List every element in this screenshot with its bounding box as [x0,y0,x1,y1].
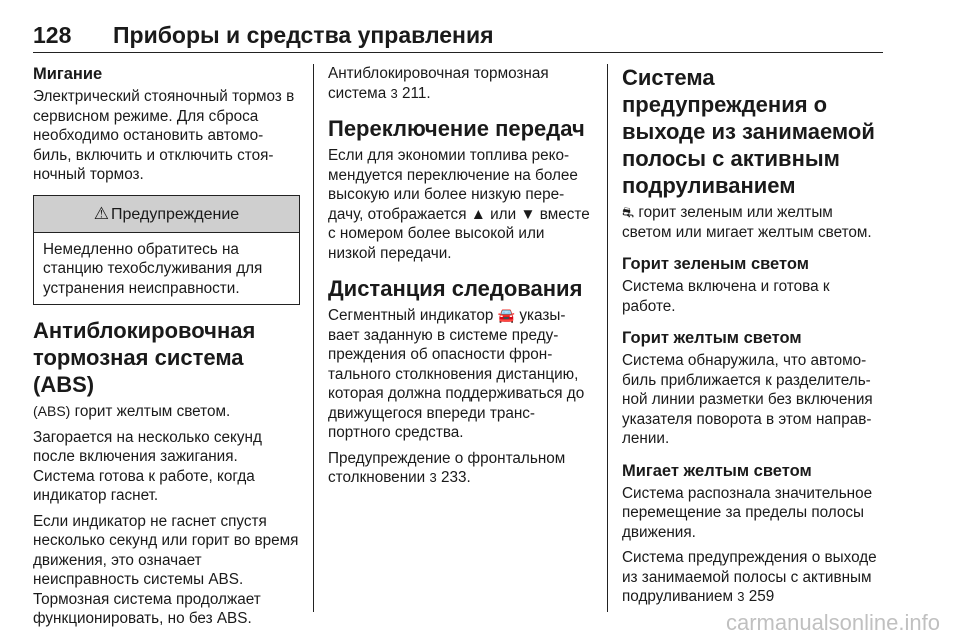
fcw-reference [328,449,592,488]
green-heading: Горит зеленым светом [622,255,809,273]
abs-reference-page[interactable]: 211. [401,84,431,102]
column-3 [622,64,884,613]
blink-yellow-heading: Мигает желтым светом [622,461,812,480]
abs-reference [328,64,592,103]
following-distance-text-1: Сегментный индикатор [328,307,494,324]
gear-or-text: или [490,205,517,223]
column-2 [328,64,592,494]
abs-status-line [33,402,300,422]
gear-shift-text-2: вместе с номером более высокой или низкой передачи. [328,205,590,262]
lks-reference-text: Система предупреждения о выходе из занимаемой полосы с активным подруливанием [622,549,877,605]
warning-box [33,195,300,306]
column-1 [33,64,300,635]
shift-up-icon: ▲ [470,205,486,223]
abs-paragraph-2: Если индикатор не гаснет спустя несколько секунд или горит во время движения, это означает неисправность системы ABS. Тормозная система продолжает функционировать, но без ABS. [33,512,299,627]
warning-title: Предупреждение [111,205,240,223]
lane-keep-status-line [622,203,884,242]
lks-reference-page[interactable]: 259 [748,588,775,605]
gear-shift-heading: Переключение передач [328,116,585,141]
gear-shift-paragraph [328,146,592,263]
yellow-heading: Горит желтым светом [622,329,802,347]
column-divider-2 [607,64,608,612]
page-header [33,22,883,53]
blink-heading: Мигание [33,65,103,83]
chapter-title: Приборы и средства управления [113,22,494,48]
lane-keep-status-text: горит зеленым или желтым светом или мигает желтым светом. [622,204,872,241]
page-reference-icon: 3 [429,470,437,485]
warning-body [34,233,299,305]
blink-paragraph: Электрический стояночный тормоз в сервисном режиме. Для сброса необходимо остановить автомо-биль, включить и отключить стоя-ночный тормоз. [33,88,295,183]
column-divider-1 [313,64,314,612]
warning-icon: ⚠ [93,203,110,223]
lane-keep-heading: Система предупреждения о выходе из занимаемой полосы с активным подруливанием [622,65,875,198]
watermark: carmanualsonline.info [725,610,940,635]
fcw-reference-text: Предупреждение о фронтальном столкновении [328,449,566,486]
blink-yellow-paragraph: Система распознала значительное перемещение за пределы полосы движения. [622,484,873,541]
abs-warning-icon: (ABS) [33,403,71,419]
abs-status-text: горит желтым светом. [74,403,231,420]
vehicle-ahead-icon: 🚘 [497,307,516,323]
lane-keep-icon: ⛐ [622,204,635,220]
page-reference-icon: 3 [390,85,398,101]
following-distance-text-2: указы-вает заданную в системе преду-преждения об опасности фрон-тального столкновения дистанцию, которая должна поддерживаться до движущегося впереди транс-портного средства. [328,307,585,441]
abs-reference-text: Антиблокировочная тормозная система [328,65,549,102]
page-number: 128 [33,22,72,48]
abs-heading: Антиблокировочная тормозная система (ABS) [33,318,256,397]
page-reference-icon: 3 [737,589,745,604]
warning-text: Немедленно обратитесь на станцию техобслуживания для устранения неисправности. [43,240,263,297]
following-distance-paragraph [328,306,592,443]
yellow-paragraph: Система обнаружила, что автомо-биль приближается к разделитель-ной линии разметки без включения указателя поворота в этом направ-лении. [622,352,873,447]
warning-header [34,196,299,233]
following-distance-heading: Дистанция следования [328,276,583,301]
green-paragraph: Система включена и готова к работе. [622,278,830,315]
gear-shift-text-1: Если для экономии топлива реко-мендуется переключение на более высокую или более низкую пере-дачу, отображается [328,147,578,223]
fcw-reference-page[interactable]: 233. [440,469,471,486]
abs-paragraph-1: Загорается на несколько секунд после включения зажигания. Система готова к работе, когда индикатор гаснет. [33,428,262,504]
shift-down-icon: ▼ [520,205,536,223]
lks-reference [622,548,884,607]
